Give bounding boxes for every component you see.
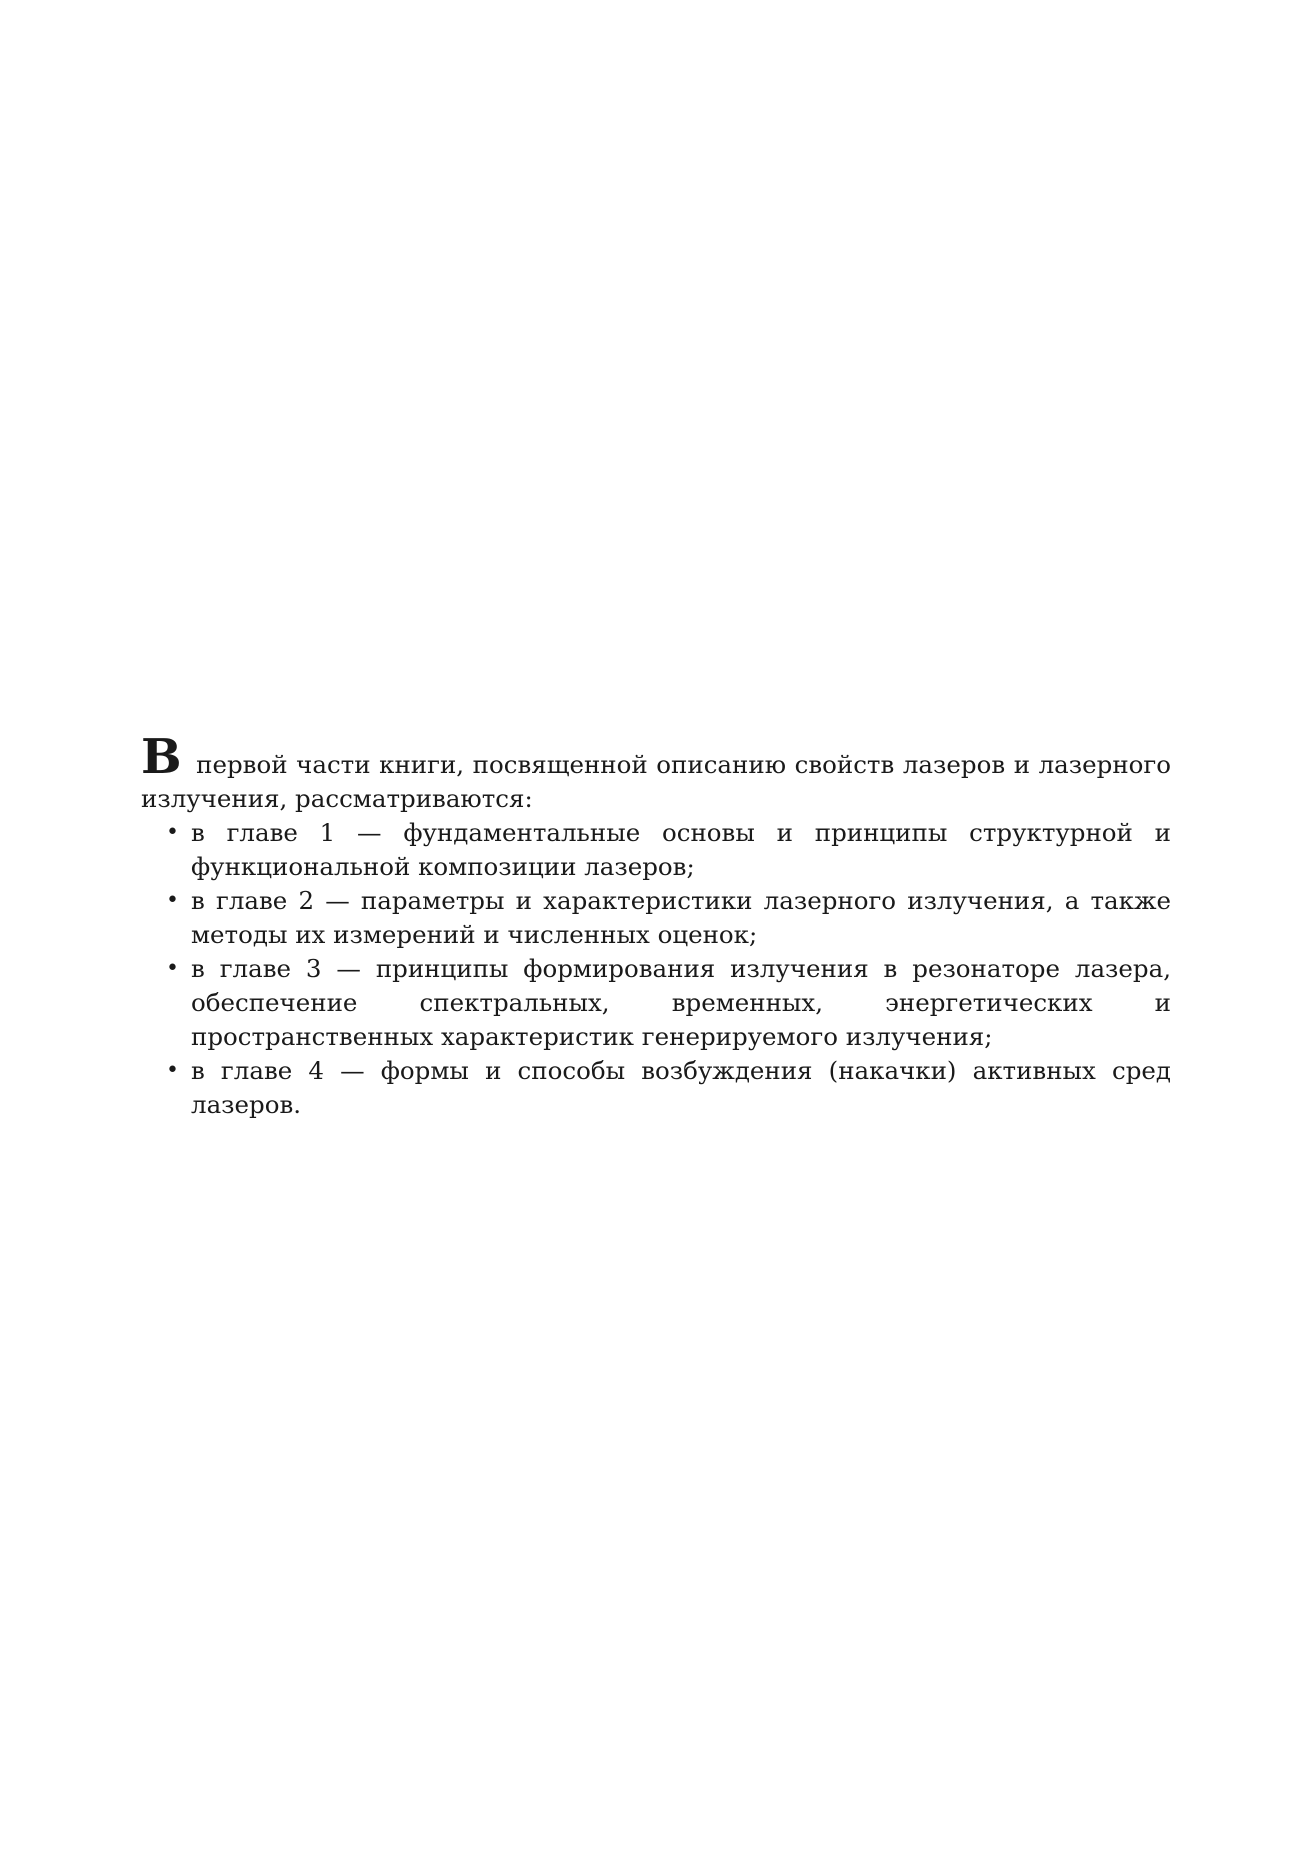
intro-paragraph <box>141 729 1171 816</box>
chapter-list <box>141 816 1171 1122</box>
chapter-item-text: в главе 1 — фундаментальные основы и принципы структурной и функциональной композиции лазеров; <box>191 818 1171 881</box>
chapter-item-4 <box>141 1054 1171 1122</box>
bullet-icon: • <box>166 956 179 981</box>
chapter-item-text: в главе 3 — принципы формирования излучения в резонаторе лазера, обеспечение спектральных, временных, энергетических и пространственных характеристик генерируемого излучения; <box>191 954 1171 1051</box>
chapter-item-1 <box>141 816 1171 884</box>
chapter-item-2 <box>141 884 1171 952</box>
chapter-item-text: в главе 4 — формы и способы возбуждения (накачки) активных сред лазеров. <box>191 1056 1171 1119</box>
bullet-icon: • <box>166 888 179 913</box>
bullet-icon: • <box>166 820 179 845</box>
chapter-item-3 <box>141 952 1171 1054</box>
drop-cap-letter: В <box>141 729 182 785</box>
bullet-icon: • <box>166 1058 179 1083</box>
chapter-item-text: в главе 2 — параметры и характеристики лазерного излучения, а также методы их измерений и численных оценок; <box>191 886 1171 949</box>
part-introduction <box>141 729 1171 1122</box>
intro-text: первой части книги, посвященной описанию свойств лазеров и лазерного излучения, рассматриваются: <box>141 750 1171 813</box>
